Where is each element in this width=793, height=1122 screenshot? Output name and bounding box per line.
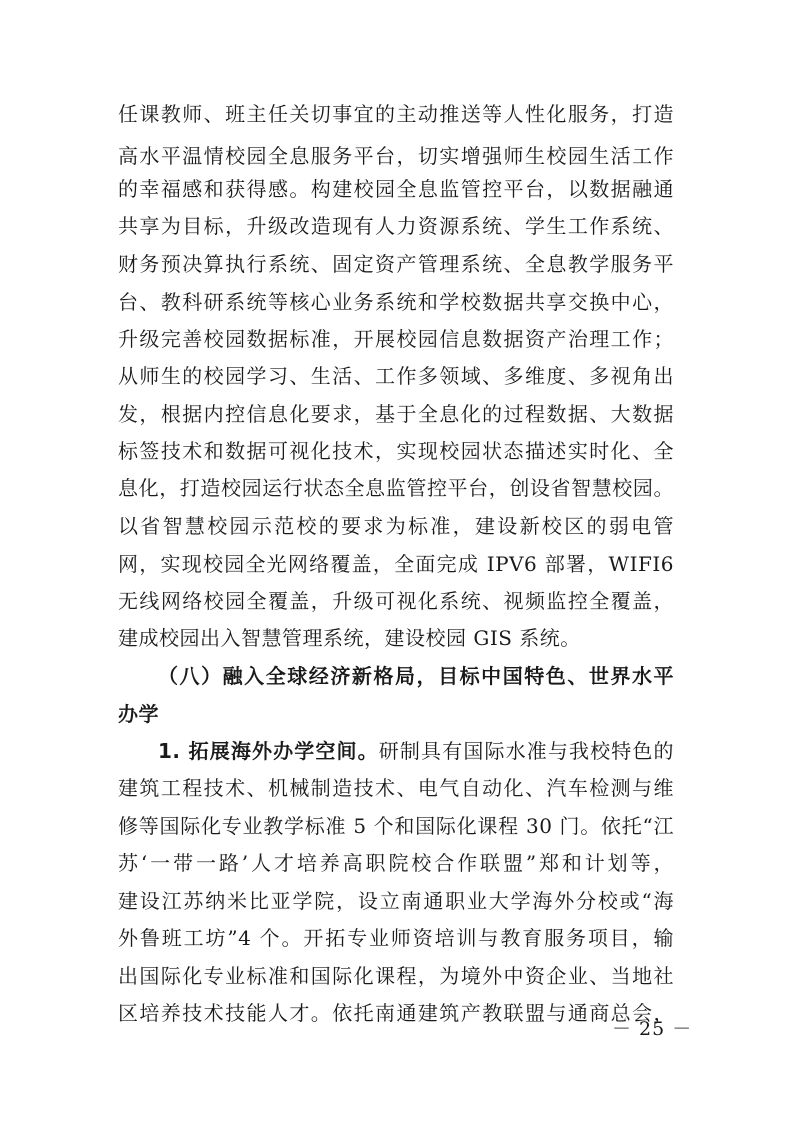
body-text-line: 无线网络校园全覆盖，升级可视化系统、视频监控全覆盖， [118, 589, 674, 613]
body-text-line: 息化，打造校园运行状态全息监管控平台，创设省智慧校园。 [118, 476, 674, 500]
body-text-line: 升级完善校园数据标准，开展校园信息数据资产治理工作； [118, 327, 674, 351]
body-text-line: 外鲁班工坊”4 个。开拓专业师资培训与教育服务项目，输 [118, 926, 674, 950]
page-number: － 25 － [612, 1018, 693, 1040]
body-text-line: 共享为目标，升级改造现有人力资源系统、学生工作系统、 [118, 214, 674, 238]
subsection-first-line-rest: 研制具有国际水准与我校特色的 [378, 739, 675, 763]
body-text-line: 建筑工程技术、机械制造技术、电气自动化、汽车检测与维 [118, 776, 674, 800]
body-text-line: 苏‘一带一路’人才培养高职院校合作联盟”郑和计划等， [118, 851, 674, 875]
body-text-line: 出国际化专业标准和国际化课程，为境外中资企业、当地社 [118, 964, 674, 988]
section-heading-line: 办学 [118, 702, 159, 726]
body-text-line: 财务预决算执行系统、固定资产管理系统、全息教学服务平 [118, 252, 674, 276]
subsection-title: 1. 拓展海外办学空间。 [158, 739, 379, 763]
body-text-line: 的幸福感和获得感。构建校园全息监管控平台，以数据融通 [118, 177, 674, 201]
body-text-line: 建成校园出入智慧管理系统，建设校园 GIS 系统。 [118, 626, 581, 650]
body-text-line: 任课教师、班主任关切事宜的主动推送等人性化服务，打造 [118, 102, 674, 126]
body-text-line: 修等国际化专业教学标准 5 个和国际化课程 30 门。依托“江 [118, 814, 674, 838]
body-text-line: 从师生的校园学习、生活、工作多领域、多维度、多视角出 [118, 364, 674, 388]
body-text-line: 区培养技术技能人才。依托南通建筑产教联盟与通商总会， [118, 1001, 674, 1025]
body-text-line: 建设江苏纳米比亚学院，设立南通职业大学海外分校或“海 [118, 889, 674, 913]
section-heading-line: （八）融入全球经济新格局，目标中国特色、世界水平 [158, 664, 674, 688]
body-text-line: 高水平温情校园全息服务平台，切实增强师生校园生活工作 [118, 144, 674, 168]
body-text-line: 台、教科研系统等核心业务系统和学校数据共享交换中心， [118, 290, 674, 314]
body-text-line: 以省智慧校园示范校的要求为标准，建设新校区的弱电管 [118, 514, 674, 538]
body-text-line: 标签技术和数据可视化技术，实现校园状态描述实时化、全 [118, 439, 674, 463]
body-text-line: 网，实现校园全光网络覆盖，全面完成 IPV6 部署，WIFI6 [118, 552, 674, 576]
subsection-first-line [158, 737, 674, 765]
body-text-line: 发，根据内控信息化要求，基于全息化的过程数据、大数据 [118, 402, 674, 426]
